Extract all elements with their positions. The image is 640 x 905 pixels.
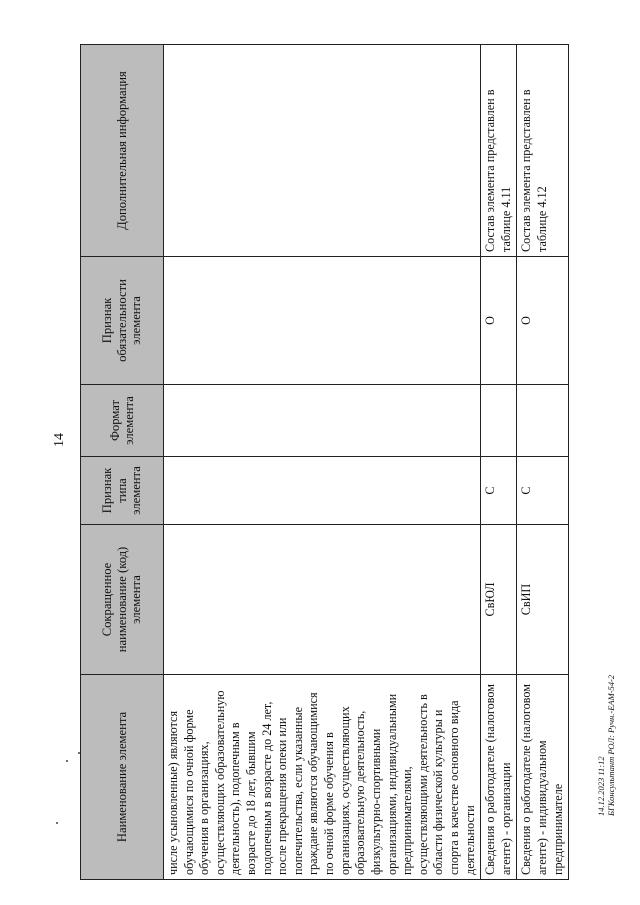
cell-code xyxy=(164,525,481,675)
document-footer xyxy=(596,675,616,816)
header-required-flag: Признак обязательности элемента xyxy=(81,257,164,385)
header-element-type: Признак типа элемента xyxy=(81,457,164,525)
cell-required xyxy=(164,257,481,385)
table-row xyxy=(164,45,481,880)
header-element-code: Сокращенное наименование (код) элемента xyxy=(81,525,164,675)
scan-speck xyxy=(66,760,68,762)
header-element-format: Формат элемента xyxy=(81,385,164,457)
header-element-name: Наименование элемента xyxy=(81,675,164,880)
cell-format xyxy=(517,385,569,457)
elements-table xyxy=(80,44,569,880)
header-additional-info: Дополнительная информация xyxy=(81,45,164,257)
cell-info: Состав элемента представлен в таблице 4.11 xyxy=(481,45,517,257)
table-row xyxy=(481,45,517,880)
cell-code: СвИП xyxy=(517,525,569,675)
cell-format xyxy=(164,385,481,457)
scan-speck xyxy=(56,822,58,824)
cell-info: Состав элемента представлен в таблице 4.12 xyxy=(517,45,569,257)
cell-code: СвЮЛ xyxy=(481,525,517,675)
cell-format xyxy=(481,385,517,457)
cell-name: Сведения о работодателе (налоговом агенте) - индивидуальном предпринимателе xyxy=(517,675,569,880)
cell-required: О xyxy=(481,257,517,385)
footer-line-1: 14.12.2023 11:12 xyxy=(596,756,606,816)
cell-type: С xyxy=(481,457,517,525)
page-number: 14 xyxy=(52,433,67,447)
cell-type xyxy=(164,457,481,525)
table-row xyxy=(517,45,569,880)
table-header-row xyxy=(81,45,164,880)
footer-line-2: БГКонсультант РОЛ: Ручн.-ЕАМ-54-2 xyxy=(606,674,617,816)
cell-type: С xyxy=(517,457,569,525)
cell-required: О xyxy=(517,257,569,385)
cell-name: числе усыновленные) являются обучающимися по очной форме обучения в организациях, осуществляющих образовательную деятельность), подопечным в возрасте до 18 лет, бывшим подопечным в возрасте до 24 лет, после прекращения опеки или попечительства, если указанные граждане являются обучающимися по очной форме обучения в организациях, осуществляющих образовательную деятельность, физкультурно-спортивными организациями, индивидуальными предпринимателями, осуществляющими деятельность в области физической культуры и спорта в качестве основного вида деятельности xyxy=(164,675,481,880)
cell-info xyxy=(164,45,481,257)
cell-name: Сведения о работодателе (налоговом агенте) - организации xyxy=(481,675,517,880)
scan-speck xyxy=(78,752,80,754)
rotated-page-content xyxy=(80,20,565,880)
